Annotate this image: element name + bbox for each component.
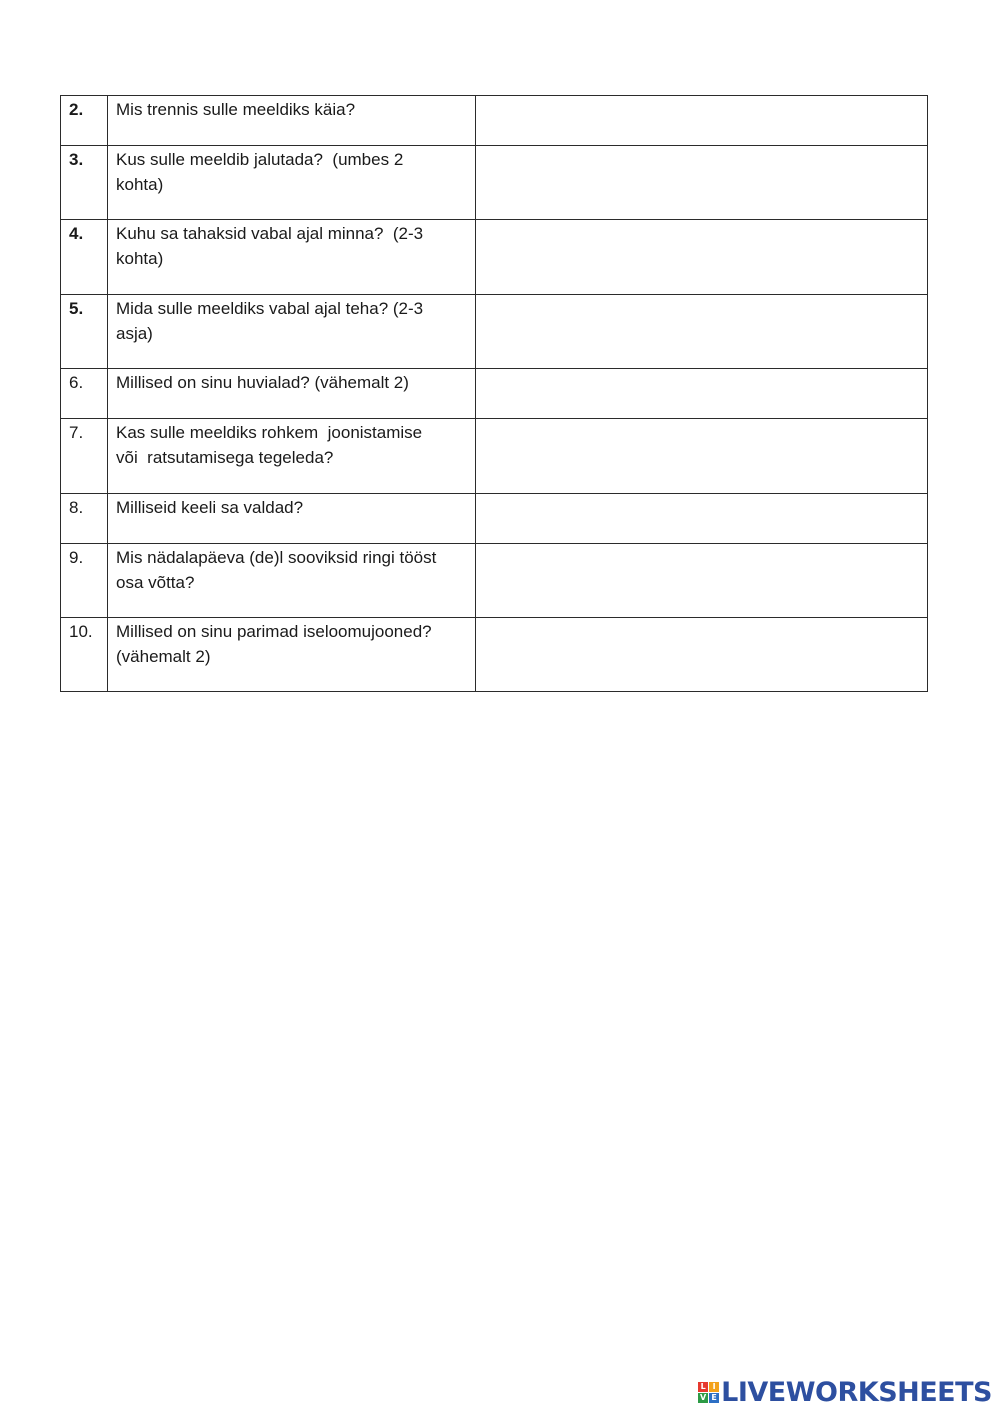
liveworksheets-logo [698, 1377, 992, 1407]
answer-cell[interactable] [476, 369, 928, 419]
answer-field[interactable] [476, 220, 927, 294]
logo-mark-letter: L [698, 1382, 708, 1392]
answer-cell[interactable] [476, 618, 928, 692]
question-number [61, 618, 108, 692]
question-text-line: või ratsutamisega tegeleda? [116, 448, 334, 467]
question-number-label: 3. [69, 150, 84, 169]
question-number-label: 9. [69, 548, 84, 567]
answer-field[interactable] [476, 96, 927, 145]
question-text-line: Kuhu sa tahaksid vabal ajal minna? (2-3 [116, 224, 424, 243]
question-text-line: asja) [116, 324, 153, 343]
answer-cell[interactable] [476, 419, 928, 494]
questions-table [60, 95, 928, 692]
logo-mark-letter: I [709, 1382, 719, 1392]
question-number [61, 494, 108, 544]
question-text [108, 295, 476, 369]
question-number-label: 8. [69, 498, 84, 517]
question-text-line: Mis trennis sulle meeldiks käia? [116, 100, 356, 119]
answer-cell[interactable] [476, 494, 928, 544]
question-number [61, 96, 108, 146]
question-text [108, 544, 476, 618]
question-text-line: kohta) [116, 249, 164, 268]
question-row [61, 494, 928, 544]
question-row [61, 544, 928, 618]
question-text-line: kohta) [116, 175, 164, 194]
question-text [108, 369, 476, 419]
answer-field[interactable] [476, 618, 927, 691]
questions-table-body [61, 96, 928, 692]
question-text-line: Mida sulle meeldiks vabal ajal teha? (2-3 [116, 299, 424, 318]
answer-field[interactable] [476, 544, 927, 617]
question-text-line: Mis nädalapäeva (de)l sooviksid ringi tööst [116, 548, 437, 567]
question-number [61, 544, 108, 618]
question-row [61, 295, 928, 369]
question-text-line: Kus sulle meeldib jalutada? (umbes 2 [116, 150, 404, 169]
question-row [61, 419, 928, 494]
question-row [61, 618, 928, 692]
question-text-line: osa võtta? [116, 573, 195, 592]
question-text-line: Millised on sinu parimad iseloomujooned? [116, 622, 432, 641]
liveworksheets-logo-text: LIVEWORKSHEETS [721, 1376, 992, 1408]
question-number-label: 10. [69, 622, 93, 641]
liveworksheets-logo-mark-icon [698, 1382, 719, 1403]
question-number [61, 369, 108, 419]
answer-cell[interactable] [476, 295, 928, 369]
question-number-label: 4. [69, 224, 84, 243]
answer-field[interactable] [476, 295, 927, 368]
question-text-line: (vähemalt 2) [116, 647, 211, 666]
logo-mark-letter: V [700, 1392, 707, 1402]
answer-cell[interactable] [476, 146, 928, 220]
answer-field[interactable] [476, 146, 927, 219]
logo-mark-letter: E [709, 1393, 719, 1403]
answer-field[interactable] [476, 494, 927, 543]
question-number-label: 6. [69, 373, 84, 392]
question-text [108, 96, 476, 146]
answer-cell[interactable] [476, 96, 928, 146]
answer-field[interactable] [476, 369, 927, 418]
question-text [108, 618, 476, 692]
question-number [61, 220, 108, 295]
question-number-label: 7. [69, 423, 84, 442]
answer-cell[interactable] [476, 220, 928, 295]
question-number-label: 5. [69, 299, 84, 318]
question-text-line: Milliseid keeli sa valdad? [116, 498, 304, 517]
question-text-line: Millised on sinu huvialad? (vähemalt 2) [116, 373, 409, 392]
answer-field[interactable] [476, 419, 927, 493]
question-text [108, 146, 476, 220]
question-text [108, 220, 476, 295]
question-text [108, 494, 476, 544]
question-row [61, 369, 928, 419]
answer-cell[interactable] [476, 544, 928, 618]
question-number-label: 2. [69, 100, 84, 119]
question-number [61, 419, 108, 494]
question-number [61, 295, 108, 369]
question-row [61, 96, 928, 146]
question-text-line: Kas sulle meeldiks rohkem joonistamise [116, 423, 423, 442]
question-row [61, 220, 928, 295]
question-number [61, 146, 108, 220]
question-row [61, 146, 928, 220]
question-text [108, 419, 476, 494]
